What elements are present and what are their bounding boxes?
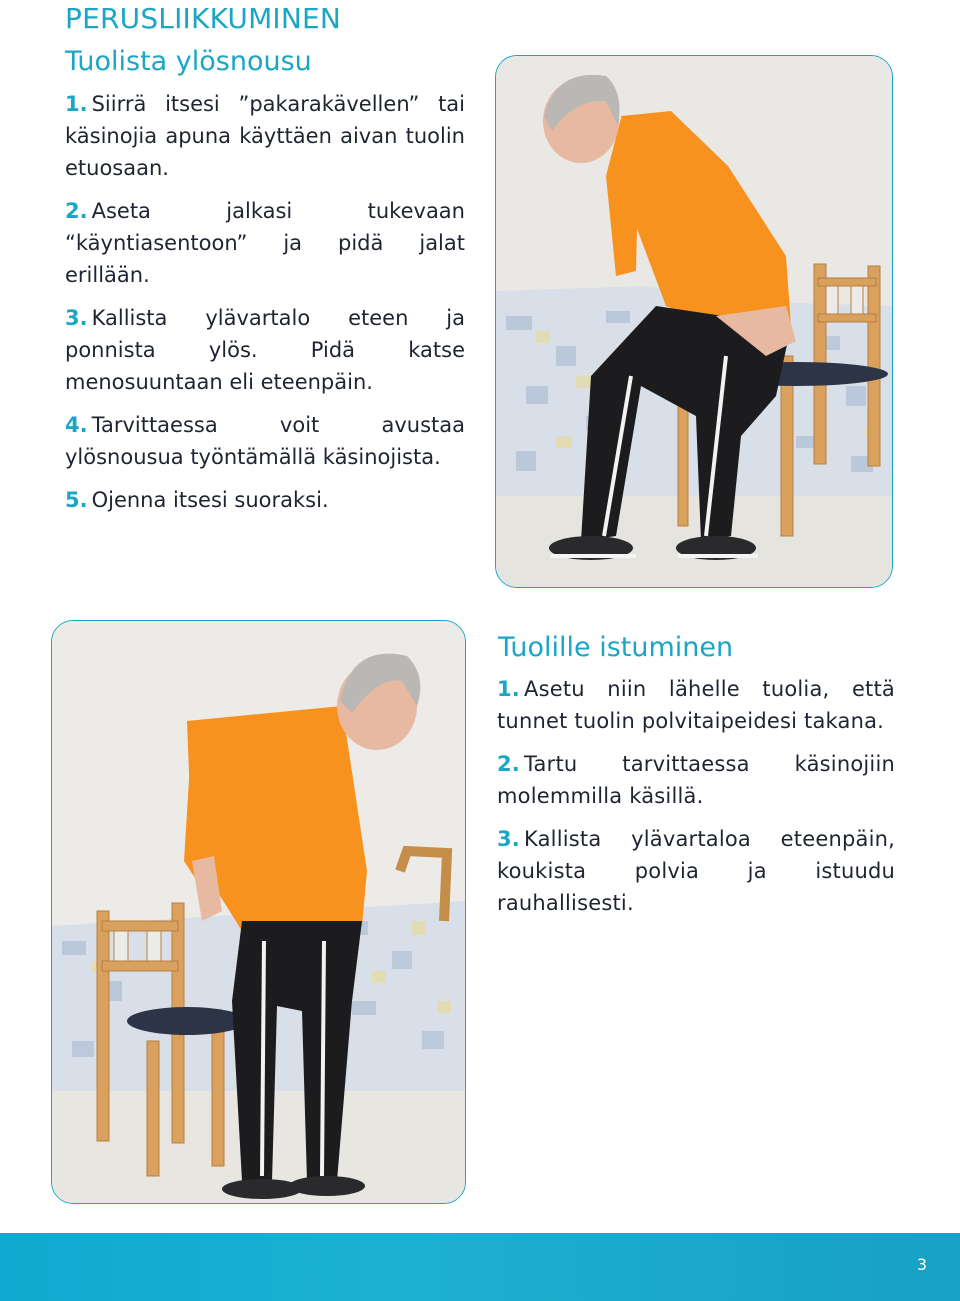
step-item — [65, 88, 465, 184]
section-title: PERUSLIIKKUMINEN — [65, 2, 342, 35]
step-text: Siirrä itsesi ”pakarakävellen” tai käsinojia apuna käyttäen aivan tuolin etuosaan. — [65, 92, 465, 180]
step-text: Tartu tarvittaessa käsinojiin molemmilla käsillä. — [497, 752, 895, 808]
sitting-down-photo — [51, 620, 466, 1204]
step-number: 4. — [65, 413, 88, 437]
step-item — [497, 748, 895, 812]
step-item — [497, 673, 895, 737]
step-number: 1. — [497, 677, 520, 701]
standing-up-title: Tuolista ylösnousu — [65, 46, 312, 77]
footer-band — [0, 1233, 960, 1301]
sitting-down-title: Tuolille istuminen — [498, 632, 734, 663]
step-number: 3. — [497, 827, 520, 851]
step-number: 5. — [65, 488, 88, 512]
step-number: 2. — [65, 199, 88, 223]
sitting-down-steps — [497, 673, 895, 930]
step-text: Kallista ylävartalo eteen ja ponnista ylös. Pidä katse menosuuntaan eli eteenpäin. — [65, 306, 465, 394]
step-item — [497, 823, 895, 919]
step-item — [65, 409, 465, 473]
standing-up-photo — [495, 55, 893, 588]
step-number: 1. — [65, 92, 88, 116]
step-text: Tarvittaessa voit avustaa ylösnousua työntämällä käsinojista. — [65, 413, 465, 469]
step-text: Ojenna itsesi suoraksi. — [91, 488, 329, 512]
step-item — [65, 302, 465, 398]
step-number: 2. — [497, 752, 520, 776]
step-number: 3. — [65, 306, 88, 330]
step-text: Aseta jalkasi tukevaan “käyntiasentoon” ja pidä jalat erillään. — [65, 199, 465, 287]
step-text: Kallista ylävartaloa eteenpäin, koukista polvia ja istuudu rauhallisesti. — [497, 827, 895, 915]
page-number: 3 — [916, 1255, 927, 1274]
step-item — [65, 195, 465, 291]
standing-up-steps — [65, 88, 465, 527]
step-item — [65, 484, 465, 516]
step-text: Asetu niin lähelle tuolia, että tunnet tuolin polvitaipeidesi takana. — [497, 677, 895, 733]
